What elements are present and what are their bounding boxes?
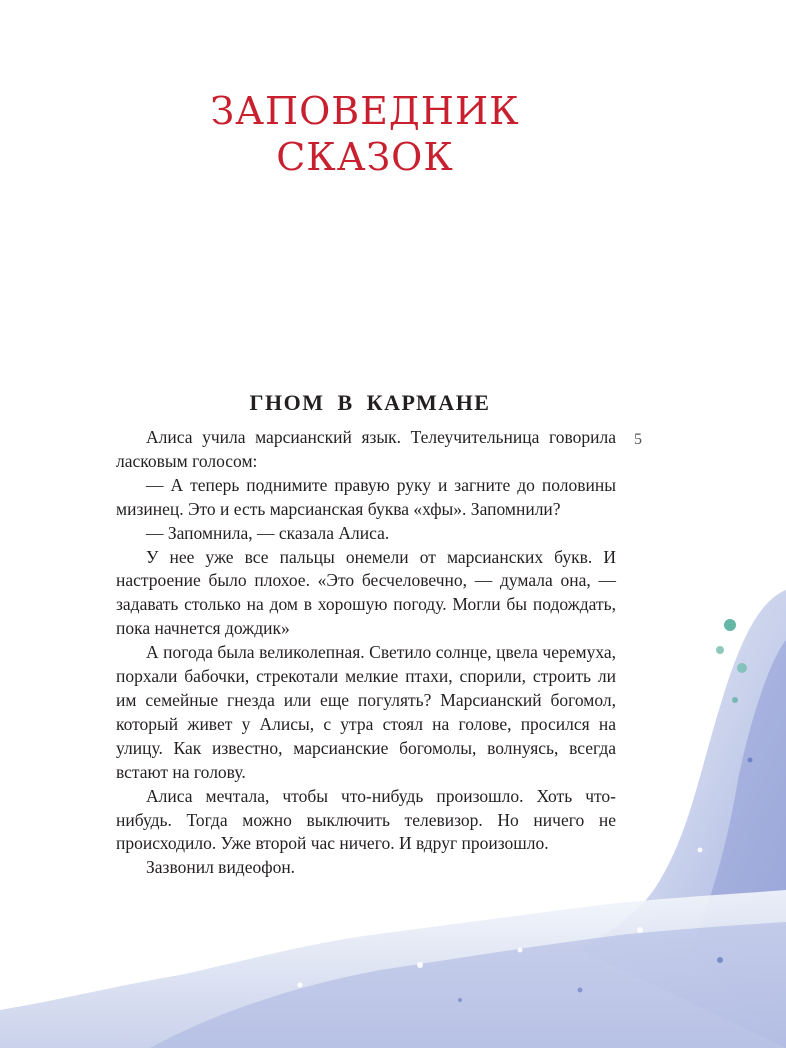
paragraph: Зазвонил видеофон. bbox=[146, 857, 296, 878]
chapter-title bbox=[200, 88, 530, 180]
paragraph: А погода была великолепная. Светило солнце, цвела черемуха, порхали бабочки, стрекотали мелкие птахи, спорили, строить ли им семейные гнезда или еще погулять? Марсианский богомол, который живет у Алисы, с утра стоял на голове, просился на улицу. Как известно, марсианские богомолы, волнуясь, всегда встают на голову. bbox=[116, 642, 616, 782]
page-number: 5 bbox=[634, 431, 642, 448]
story-title: ГНОМ В КАРМАНЕ bbox=[249, 390, 491, 415]
chapter-title-line-1: ЗАПОВЕДНИК bbox=[210, 89, 520, 133]
paragraph: — А теперь поднимите правую руку и загните до половины мизинец. Это и есть марсианская буква «хфы». Запомнили? bbox=[116, 474, 616, 519]
paragraph: Алиса мечтала, чтобы что-нибудь произошло. Хоть что-нибудь. Тогда можно выключить телевизор. Но ничего не происходило. Уже второй час ничего. И вдруг произошло. bbox=[116, 785, 616, 854]
paragraph: Алиса учила марсианский язык. Телеучительница говорила ласковым голосом: bbox=[116, 427, 616, 471]
story-text bbox=[116, 426, 616, 880]
paragraph: — Запомнила, — сказала Алиса. bbox=[146, 522, 390, 543]
paragraph: У нее уже все пальцы онемели от марсианских букв. И настроение было плохое. «Это бесчеловечно, — думала она, — задавать столько на дом в хорошую погоду. Могли бы подождать, пока начнется дождик» bbox=[116, 546, 616, 639]
chapter-title-line-2: СКАЗОК bbox=[276, 135, 454, 179]
